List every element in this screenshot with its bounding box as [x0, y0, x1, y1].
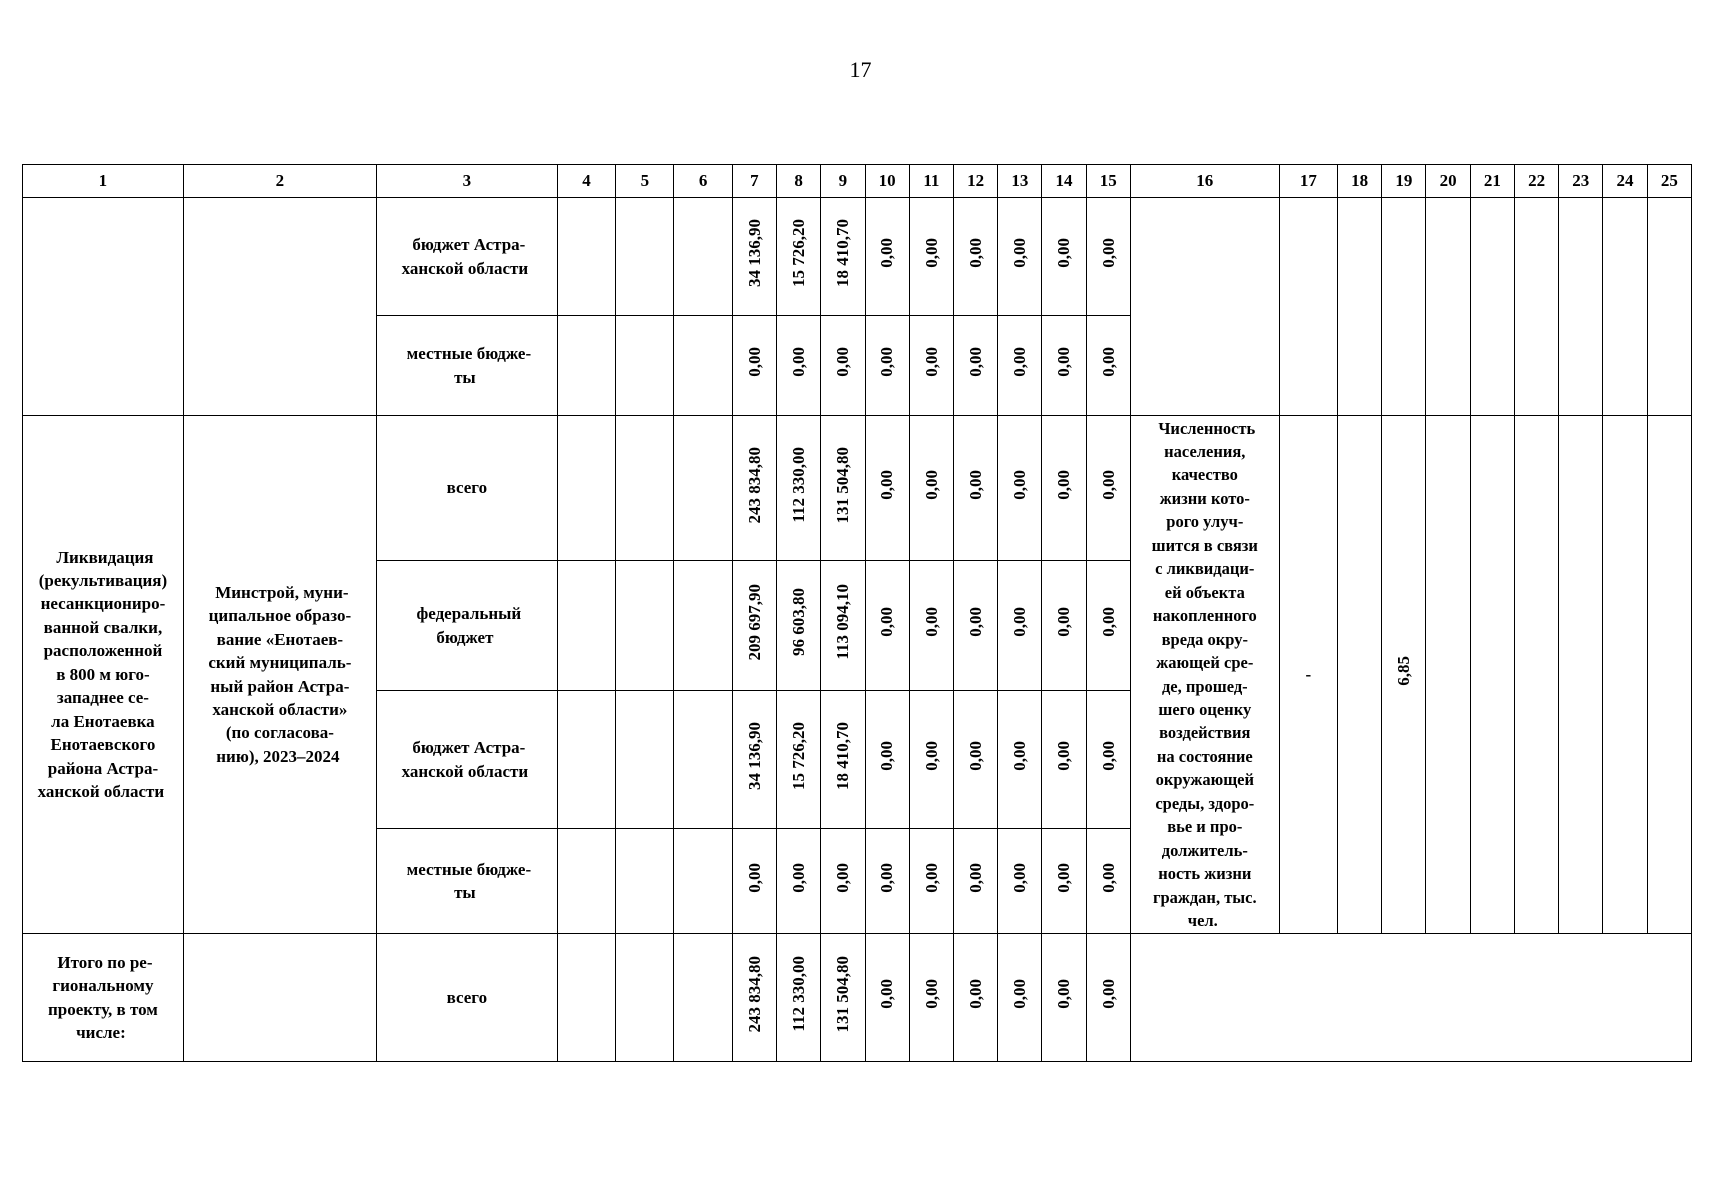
- column-number: 7: [750, 171, 759, 191]
- column-header: [777, 165, 821, 198]
- column-header: [998, 165, 1042, 198]
- header-row: [23, 165, 1692, 198]
- value-cell: [865, 561, 909, 691]
- empty-cell: [616, 416, 674, 561]
- funding-source-cell: [376, 934, 557, 1062]
- column-header: [1279, 165, 1337, 198]
- amount: 0,00: [1054, 238, 1074, 269]
- value-cell: [1086, 934, 1130, 1062]
- value-cell: [777, 316, 821, 416]
- value-cell: [865, 416, 909, 561]
- amount: 0,00: [921, 979, 941, 1010]
- value-cell: [1042, 934, 1086, 1062]
- column-number: 13: [1011, 171, 1029, 191]
- value-cell: [1086, 561, 1130, 691]
- value-cell: [953, 934, 997, 1062]
- funding-source: местные бюдже- ты: [406, 344, 532, 387]
- empty-cell: [1130, 934, 1691, 1062]
- amount: 0,00: [1054, 741, 1074, 772]
- empty-cell: [557, 316, 615, 416]
- empty-cell: [674, 416, 732, 561]
- amount: 0,00: [921, 741, 941, 772]
- column-header: [953, 165, 997, 198]
- value-cell: [865, 198, 909, 316]
- column-number: 20: [1439, 171, 1457, 191]
- funding-source-cell: [376, 198, 557, 316]
- empty-cell: [183, 934, 376, 1062]
- value-cell: [998, 691, 1042, 829]
- empty-cell: [674, 561, 732, 691]
- funding-source: бюджет Астра- ханской области: [401, 235, 529, 278]
- amount: 0,00: [877, 238, 897, 269]
- amount: 0,00: [965, 862, 985, 893]
- empty-cell: [1647, 198, 1691, 416]
- value-cell: [1042, 198, 1086, 316]
- value-cell: [909, 691, 953, 829]
- funding-source-cell: [376, 416, 557, 561]
- executor-cell: [183, 198, 376, 416]
- column-number: 21: [1483, 171, 1501, 191]
- value-cell: [821, 934, 865, 1062]
- value-cell: [865, 934, 909, 1062]
- value-cell: [777, 561, 821, 691]
- value-cell: [998, 561, 1042, 691]
- amount: 0,00: [1054, 347, 1074, 378]
- amount: 0,00: [921, 607, 941, 638]
- empty-cell: [1559, 416, 1603, 934]
- value-cell: [909, 198, 953, 316]
- amount: 0,00: [965, 979, 985, 1010]
- amount: 15 726,20: [788, 219, 808, 288]
- funding-source: всего: [446, 478, 488, 498]
- amount: 96 603,80: [788, 588, 808, 657]
- indicator-value: 6,85: [1394, 656, 1414, 687]
- column-header: [1559, 165, 1603, 198]
- column-number: 22: [1528, 171, 1546, 191]
- value-cell: [1042, 691, 1086, 829]
- value-cell: [732, 561, 776, 691]
- empty-cell: [1338, 198, 1382, 416]
- amount: 131 504,80: [833, 446, 853, 524]
- empty-cell: [1426, 198, 1470, 416]
- empty-cell: [616, 691, 674, 829]
- value-cell: [732, 829, 776, 934]
- column-number: 19: [1395, 171, 1413, 191]
- indicator-col17-cell: [1279, 416, 1337, 934]
- funding-source-cell: [376, 316, 557, 416]
- value-cell: [732, 416, 776, 561]
- empty-cell: [616, 316, 674, 416]
- value-cell: [1042, 316, 1086, 416]
- amount: 0,00: [1010, 741, 1030, 772]
- empty-cell: [1426, 416, 1470, 934]
- amount: 209 697,90: [744, 584, 764, 661]
- column-header: [1470, 165, 1514, 198]
- value-cell: [732, 316, 776, 416]
- value-cell: [953, 198, 997, 316]
- value-cell: [1042, 829, 1086, 934]
- objective-cell: [1130, 416, 1279, 934]
- column-number: 18: [1351, 171, 1369, 191]
- amount: 15 726,20: [788, 722, 808, 791]
- empty-cell: [674, 829, 732, 934]
- value-cell: [953, 316, 997, 416]
- amount: 0,00: [965, 741, 985, 772]
- value-cell: [821, 198, 865, 316]
- amount: 0,00: [877, 862, 897, 893]
- column-number: 3: [462, 171, 472, 191]
- value-cell: [1086, 829, 1130, 934]
- empty-cell: [674, 316, 732, 416]
- empty-cell: [557, 829, 615, 934]
- amount: 0,00: [965, 469, 985, 500]
- budget-table: [22, 164, 1692, 1062]
- funding-source-cell: [376, 561, 557, 691]
- column-number: 14: [1055, 171, 1073, 191]
- column-header: [1382, 165, 1426, 198]
- empty-cell: [1338, 416, 1382, 934]
- funding-source: федеральный бюджет: [416, 604, 522, 647]
- amount: 0,00: [788, 862, 808, 893]
- column-number: 16: [1196, 171, 1214, 191]
- amount: 0,00: [965, 607, 985, 638]
- value-cell: [1086, 416, 1130, 561]
- empty-cell: [1603, 416, 1647, 934]
- value-cell: [821, 691, 865, 829]
- amount: 0,00: [1098, 469, 1118, 500]
- column-header: [1130, 165, 1279, 198]
- value-cell: [998, 934, 1042, 1062]
- amount: 0,00: [1054, 469, 1074, 500]
- value-cell: [953, 691, 997, 829]
- column-header: [821, 165, 865, 198]
- amount: 0,00: [877, 979, 897, 1010]
- amount: 0,00: [744, 347, 764, 378]
- value-cell: [821, 316, 865, 416]
- value-cell: [909, 934, 953, 1062]
- value-cell: [998, 416, 1042, 561]
- amount: 0,00: [1098, 347, 1118, 378]
- empty-cell: [674, 934, 732, 1062]
- amount: 0,00: [788, 347, 808, 378]
- amount: 34 136,90: [744, 219, 764, 288]
- empty-cell: [616, 198, 674, 316]
- empty-cell: [1559, 198, 1603, 416]
- column-header: [183, 165, 376, 198]
- empty-cell: [1647, 416, 1691, 934]
- amount: 0,00: [1098, 862, 1118, 893]
- table-row: [23, 198, 1692, 316]
- empty-cell: [1603, 198, 1647, 416]
- empty-cell: [616, 934, 674, 1062]
- amount: 0,00: [921, 862, 941, 893]
- column-number: 9: [838, 171, 848, 191]
- value-cell: [865, 829, 909, 934]
- amount: 112 330,00: [788, 446, 808, 523]
- amount: 34 136,90: [744, 722, 764, 791]
- value-cell: [1042, 561, 1086, 691]
- column-header: [674, 165, 732, 198]
- column-number: 23: [1572, 171, 1590, 191]
- amount: 0,00: [921, 347, 941, 378]
- column-number: 4: [582, 171, 591, 191]
- amount: 0,00: [1010, 607, 1030, 638]
- amount: 0,00: [1010, 862, 1030, 893]
- funding-source: всего: [446, 987, 488, 1007]
- amount: 243 834,80: [744, 446, 764, 524]
- column-number: 12: [967, 171, 985, 191]
- value-cell: [777, 416, 821, 561]
- value-cell: [865, 691, 909, 829]
- column-number: 2: [275, 171, 285, 191]
- value-cell: [953, 416, 997, 561]
- column-header: [1603, 165, 1647, 198]
- objective-cell: [1130, 198, 1279, 416]
- value-cell: [777, 829, 821, 934]
- empty-cell: [557, 691, 615, 829]
- amount: 0,00: [1098, 979, 1118, 1010]
- value-cell: [909, 561, 953, 691]
- column-number: 25: [1660, 171, 1678, 191]
- amount: 0,00: [921, 469, 941, 500]
- amount: 0,00: [877, 741, 897, 772]
- column-header: [1426, 165, 1470, 198]
- amount: 0,00: [877, 469, 897, 500]
- empty-cell: [674, 691, 732, 829]
- table-row: [23, 416, 1692, 561]
- amount: 0,00: [1098, 607, 1118, 638]
- column-number: 1: [98, 171, 108, 191]
- amount: 0,00: [833, 862, 853, 893]
- total-label-cell: [23, 934, 184, 1062]
- column-header: [909, 165, 953, 198]
- amount: 0,00: [1098, 238, 1118, 269]
- column-number: 8: [794, 171, 803, 191]
- value-cell: [777, 934, 821, 1062]
- value-cell: [865, 316, 909, 416]
- measure-name-cell: [23, 416, 184, 934]
- value-cell: [1086, 316, 1130, 416]
- value-cell: [777, 691, 821, 829]
- column-number: 5: [640, 171, 650, 191]
- column-header: [1042, 165, 1086, 198]
- column-header: [616, 165, 674, 198]
- value-cell: [777, 198, 821, 316]
- amount: 112 330,00: [788, 956, 808, 1033]
- executor: Минстрой, муни- ципальное образо- вание «Енотаев- ский муниципаль- ный район Астра- ханской области» (по согласова- нию), 2023–2024: [208, 582, 352, 766]
- empty-cell: [1514, 198, 1558, 416]
- column-number: 10: [878, 171, 896, 191]
- amount: 243 834,80: [744, 956, 764, 1033]
- column-header: [1647, 165, 1691, 198]
- amount: 113 094,10: [833, 584, 853, 661]
- empty-cell: [674, 198, 732, 316]
- amount: 0,00: [965, 347, 985, 378]
- executor-cell: [183, 416, 376, 934]
- column-header: [557, 165, 615, 198]
- empty-cell: [616, 561, 674, 691]
- amount: 0,00: [877, 347, 897, 378]
- column-header: [732, 165, 776, 198]
- value-cell: [732, 198, 776, 316]
- objective-indicator: Численность населения, качество жизни кото- рого улуч- шится в связи с ликвидаци- ей объекта накопленного вреда окру- жающей сре- де, прошед- шего оценку воздействия на состояние окружающей среды, здоро- вье и про- должитель- ность жизни граждан, тыс. чел.: [1151, 418, 1258, 931]
- column-header: [376, 165, 557, 198]
- amount: 0,00: [1098, 741, 1118, 772]
- empty-cell: [557, 561, 615, 691]
- value-cell: [732, 691, 776, 829]
- amount: 0,00: [1010, 238, 1030, 269]
- amount: 131 504,80: [833, 956, 853, 1033]
- amount: 0,00: [921, 238, 941, 269]
- funding-source-cell: [376, 691, 557, 829]
- amount: 0,00: [1054, 607, 1074, 638]
- amount: 18 410,70: [833, 722, 853, 791]
- value-cell: [998, 829, 1042, 934]
- amount: 0,00: [1010, 469, 1030, 500]
- empty-cell: [1279, 198, 1337, 416]
- amount: 0,00: [833, 347, 853, 378]
- column-header: [1086, 165, 1130, 198]
- column-number: 6: [698, 171, 708, 191]
- measure-name-cell: [23, 198, 184, 416]
- amount: 0,00: [965, 238, 985, 269]
- value-cell: [909, 829, 953, 934]
- amount: 0,00: [1054, 862, 1074, 893]
- amount: 0,00: [1054, 979, 1074, 1010]
- empty-cell: [557, 416, 615, 561]
- value-cell: [1086, 198, 1130, 316]
- funding-source: местные бюдже- ты: [406, 859, 532, 902]
- total-row: [23, 934, 1692, 1062]
- column-number: 15: [1099, 171, 1117, 191]
- empty-cell: [557, 934, 615, 1062]
- amount: 18 410,70: [833, 219, 853, 288]
- value-cell: [953, 561, 997, 691]
- amount: 0,00: [1010, 347, 1030, 378]
- empty-cell: [1514, 416, 1558, 934]
- amount: 0,00: [744, 862, 764, 893]
- amount: 0,00: [1010, 979, 1030, 1010]
- value-cell: [909, 416, 953, 561]
- value-cell: [1086, 691, 1130, 829]
- column-header: [23, 165, 184, 198]
- value-cell: [998, 198, 1042, 316]
- empty-cell: [1470, 198, 1514, 416]
- indicator-col19-cell: [1382, 416, 1426, 934]
- value-cell: [821, 829, 865, 934]
- value-cell: [732, 934, 776, 1062]
- column-header: [865, 165, 909, 198]
- empty-cell: [1382, 198, 1426, 416]
- indicator-value: -: [1305, 664, 1312, 684]
- value-cell: [821, 416, 865, 561]
- value-cell: [953, 829, 997, 934]
- empty-cell: [557, 198, 615, 316]
- measure-name: Ликвидация (рекультивация) несанкциониро- ванной свалки, расположенной в 800 м юго- западнее се- ла Енотаевка Енотаевского района Астра- ханской области: [37, 547, 168, 802]
- empty-cell: [616, 829, 674, 934]
- value-cell: [1042, 416, 1086, 561]
- total-label: Итого по ре- гиональному проекту, в том числе:: [48, 952, 158, 1042]
- empty-cell: [1470, 416, 1514, 934]
- value-cell: [998, 316, 1042, 416]
- column-header: [1514, 165, 1558, 198]
- value-cell: [909, 316, 953, 416]
- funding-source-cell: [376, 829, 557, 934]
- column-number: 11: [923, 171, 940, 191]
- column-header: [1338, 165, 1382, 198]
- column-number: 24: [1616, 171, 1634, 191]
- page-number: 17: [849, 57, 872, 82]
- amount: 0,00: [877, 607, 897, 638]
- column-number: 17: [1299, 171, 1317, 191]
- value-cell: [821, 561, 865, 691]
- funding-source: бюджет Астра- ханской области: [401, 738, 529, 781]
